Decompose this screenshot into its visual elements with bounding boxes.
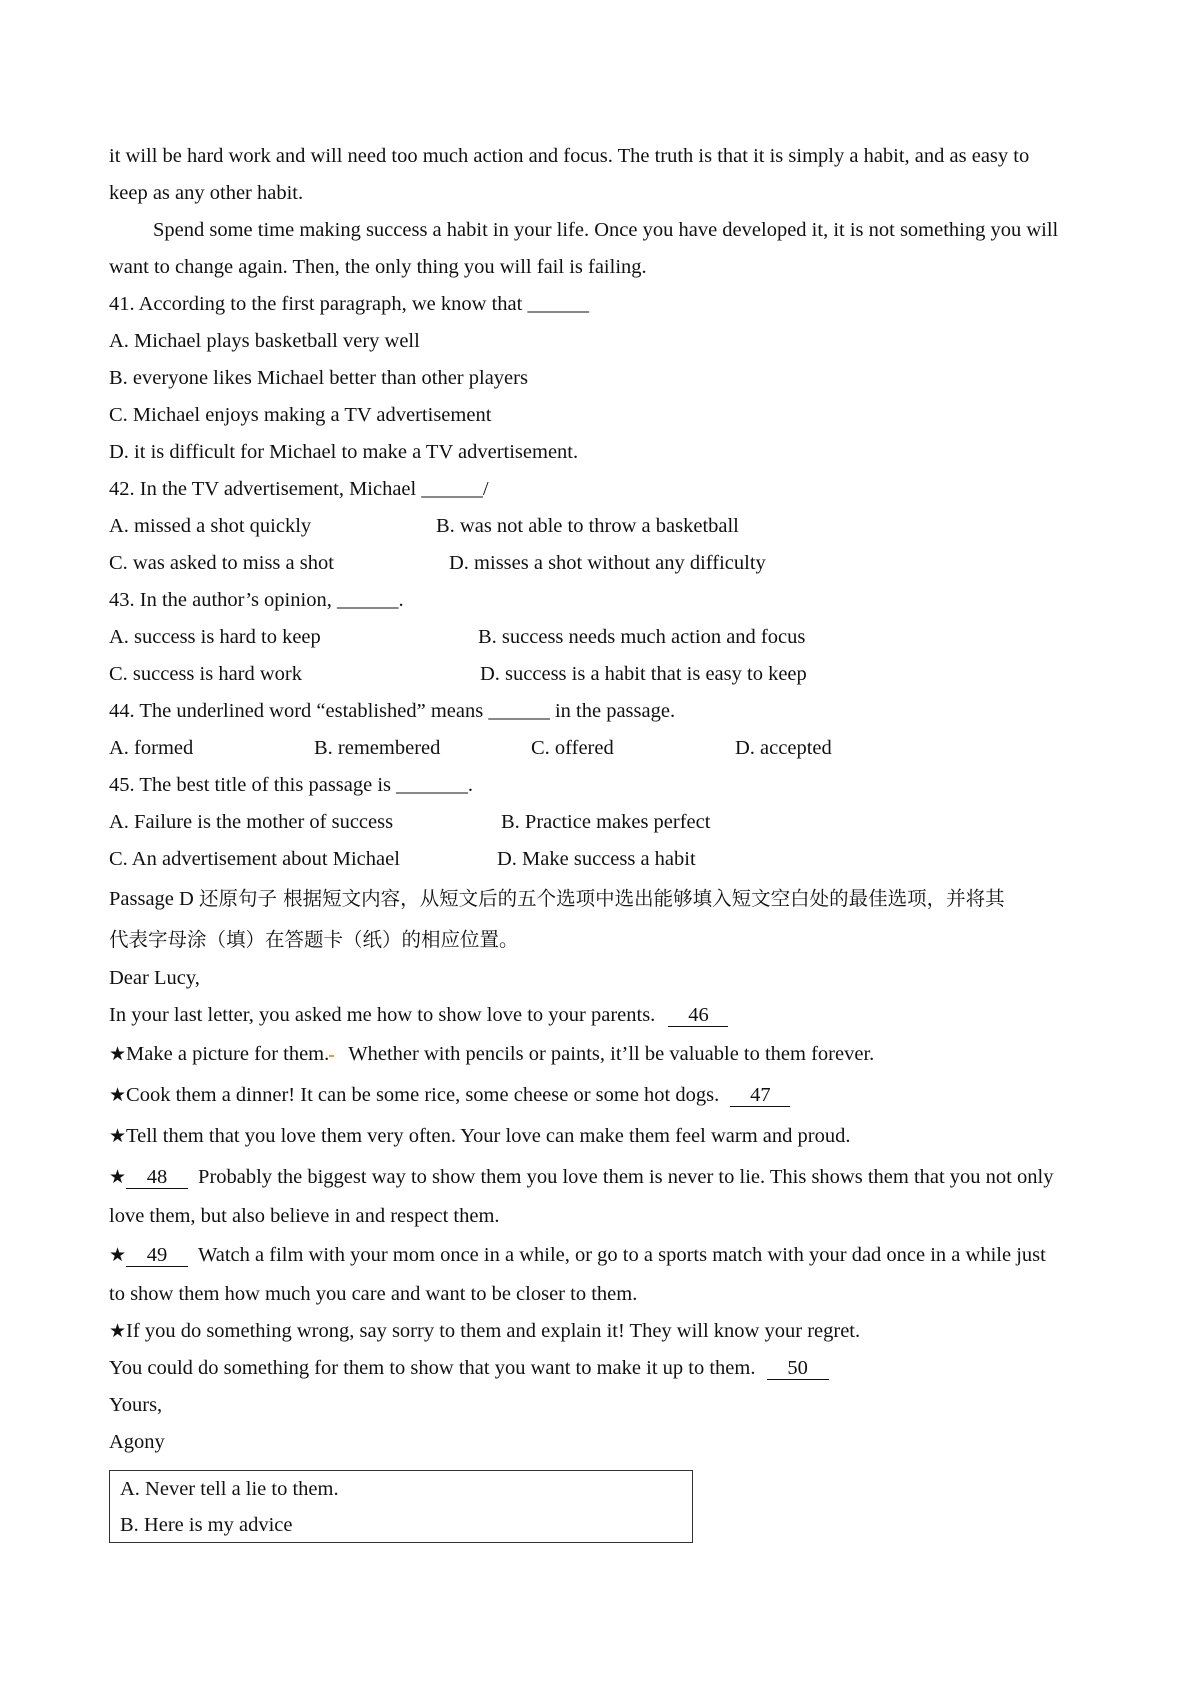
option: C. An advertisement about Michael [109,848,400,870]
options-row [109,730,1099,767]
letter-greeting: Dear Lucy, [109,967,200,989]
star-icon: ★ [109,1125,127,1147]
options-row [109,804,1099,841]
answer-blank: ______ [527,293,589,315]
options-row [109,545,1099,582]
letter-closing: You could do something for them to show that you want to make it up to them. 50 [109,1350,1099,1387]
choice-item: B. Here is my advice [120,1514,293,1536]
mark-dot [329,1055,334,1057]
question-41-stem: 41. According to the first paragraph, we know that ______ [109,293,589,315]
blank-46: 46 [668,1004,728,1027]
options-row [109,619,1099,656]
star-icon: ★ [109,1084,127,1106]
letter-signoff: Yours, [109,1394,163,1416]
letter-item: ★ 48 Probably the biggest way to show them you love them is never to lie. This shows them that you not only [109,1166,1054,1188]
answer-blank: _______ [396,774,468,796]
letter-item: ★Tell them that you love them very often. Your love can make them feel warm and proud. [109,1125,851,1147]
star-icon: ★ [109,1043,127,1065]
passage-d-heading: Passage D 还原句子 根据短文内容，从短文后的五个选项中选出能够填入短文空白处的最佳选项，并将其 [109,887,1005,910]
document-body [109,138,1099,1461]
question-45-stem: 45. The best title of this passage is _______. [109,774,474,796]
letter-item: ★Cook them a dinner! It can be some rice, some cheese or some hot dogs. 47 [109,1075,1099,1116]
option: B. Practice makes perfect [501,811,711,833]
answer-blank: ______ [488,700,550,722]
option: C. was asked to miss a shot [109,552,334,574]
blank-50: 50 [767,1357,829,1380]
option: A. success is hard to keep [109,626,321,648]
option: C. offered [531,737,614,759]
option: B. success needs much action and focus [478,626,806,648]
option: A. Failure is the mother of success [109,811,394,833]
option: D. Make success a habit [497,848,696,870]
option: D. accepted [735,737,832,759]
paragraph-line: Spend some time making success a habit in your life. Once you have developed it, it is not something you will [153,219,1059,241]
option: A. Michael plays basketball very well [109,330,420,352]
option: A. formed [109,737,194,759]
options-row [109,656,1099,693]
option: B. was not able to throw a basketball [436,515,739,537]
option: D. it is difficult for Michael to make a TV advertisement. [109,441,579,463]
star-icon: ★ [109,1244,127,1266]
star-icon: ★ [109,1320,127,1342]
choices-box [109,1470,693,1543]
paragraph-line: it will be hard work and will need too much action and focus. The truth is that it is simply a habit, and as easy to [109,145,1030,167]
paragraph-line: keep as any other habit. [109,182,304,204]
letter-item: ★If you do something wrong, say sorry to them and explain it! They will know your regret. [109,1320,861,1342]
letter-item-cont: love them, but also believe in and respect them. [109,1205,500,1227]
question-42-stem: 42. In the TV advertisement, Michael ______/ [109,478,489,500]
option: B. everyone likes Michael better than other players [109,367,528,389]
blank-48: 48 [126,1166,188,1189]
option: C. Michael enjoys making a TV advertisement [109,404,492,426]
letter-intro: In your last letter, you asked me how to show love to your parents. 46 [109,997,1099,1034]
blank-47: 47 [730,1084,790,1107]
paragraph-line: want to change again. Then, the only thing you will fail is failing. [109,256,647,278]
answer-blank: ______ [421,478,483,500]
letter-item: ★Make a picture for them. Whether with pencils or paints, it’ll be valuable to them forever. [109,1043,875,1065]
star-icon: ★ [109,1166,127,1188]
options-row [109,841,1099,878]
passage-d-heading-cont: 代表字母涂（填）在答题卡（纸）的相应位置。 [109,928,519,951]
option: D. misses a shot without any difficulty [449,552,766,574]
letter-item-cont: to show them how much you care and want to be closer to them. [109,1283,638,1305]
choice-item: A. Never tell a lie to them. [120,1478,339,1500]
answer-blank: ______ [336,589,399,611]
letter-signature: Agony [109,1431,165,1453]
letter-item: ★ 49 Watch a film with your mom once in a while, or go to a sports match with your dad once in a while just [109,1244,1046,1266]
option: A. missed a shot quickly [109,515,312,537]
option: B. remembered [314,737,441,759]
options-row [109,508,1099,545]
option: C. success is hard work [109,663,303,685]
option: D. success is a habit that is easy to keep [480,663,807,685]
question-43-stem: 43. In the author’s opinion, ______. [109,589,404,611]
blank-49: 49 [126,1244,188,1267]
question-44-stem: 44. The underlined word “established” means ______ in the passage. [109,700,676,722]
